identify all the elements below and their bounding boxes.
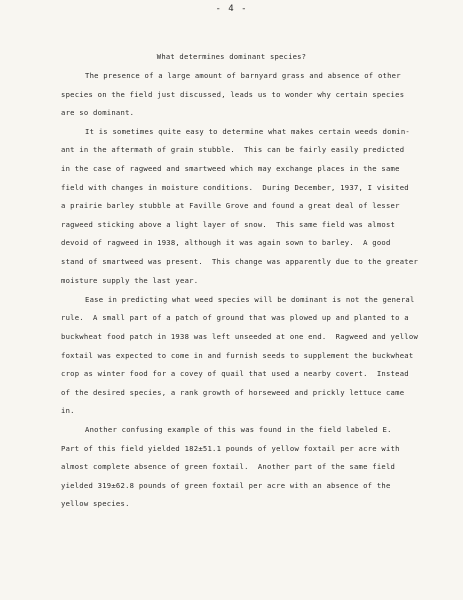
paragraph-line: yellow species. (61, 499, 130, 508)
paragraph-line: stand of smartweed was present. This change was apparently due to the greater (61, 257, 419, 266)
paragraph-line: buckwheat food patch in 1938 was left unseeded at one end. Ragweed and yellow (61, 332, 419, 341)
paragraph-line: It is sometimes quite easy to determine what makes certain weeds domin- (85, 127, 410, 136)
paragraph-line: of the desired species, a rank growth of horseweed and prickly lettuce came (61, 388, 405, 397)
paragraph-line: field with changes in moisture conditions. During December, 1937, I visited (61, 183, 409, 192)
paragraph-line: species on the field just discussed, leads us to wonder why certain species (61, 90, 405, 99)
paragraph-line: in. (61, 406, 75, 415)
paragraph-line: ragweed sticking above a light layer of snow. This same field was almost (61, 220, 396, 229)
paragraph-line: yielded 319±62.8 pounds of green foxtail per acre with an absence of the (61, 481, 391, 490)
paragraph-line: are so dominant. (61, 108, 135, 117)
paragraph-line: Ease in predicting what weed species will be dominant is not the general (85, 295, 415, 304)
section-heading: What determines dominant species? (156, 52, 307, 61)
paragraph-line: foxtail was expected to come in and furnish seeds to supplement the buckwheat (61, 351, 414, 360)
page-number: - 4 - (215, 4, 248, 14)
paragraph-line: a prairie barley stubble at Faville Grove and found a great deal of lesser (61, 201, 400, 210)
paragraph-line: devoid of ragweed in 1938, although it was again sown to barley. A good (61, 238, 391, 247)
paragraph-line: The presence of a large amount of barnyard grass and absence of other (85, 71, 401, 80)
paragraph-line: ant in the aftermath of grain stubble. This can be fairly easily predicted (61, 145, 405, 154)
paragraph-line: rule. A small part of a patch of ground that was plowed up and planted to a (61, 313, 409, 322)
paragraph-line: crop as winter food for a covey of quail that used a nearby covert. Instead (61, 369, 409, 378)
paragraph-line: moisture supply the last year. (61, 276, 199, 285)
paragraph-line: Another confusing example of this was found in the field labeled E. (85, 425, 392, 434)
paragraph-line: Part of this field yielded 182±51.1 pounds of yellow foxtail per acre with (61, 444, 400, 453)
paragraph-line: almost complete absence of green foxtail. Another part of the same field (61, 462, 396, 471)
paragraph-line: in the case of ragweed and smartweed which may exchange places in the same (61, 164, 400, 173)
